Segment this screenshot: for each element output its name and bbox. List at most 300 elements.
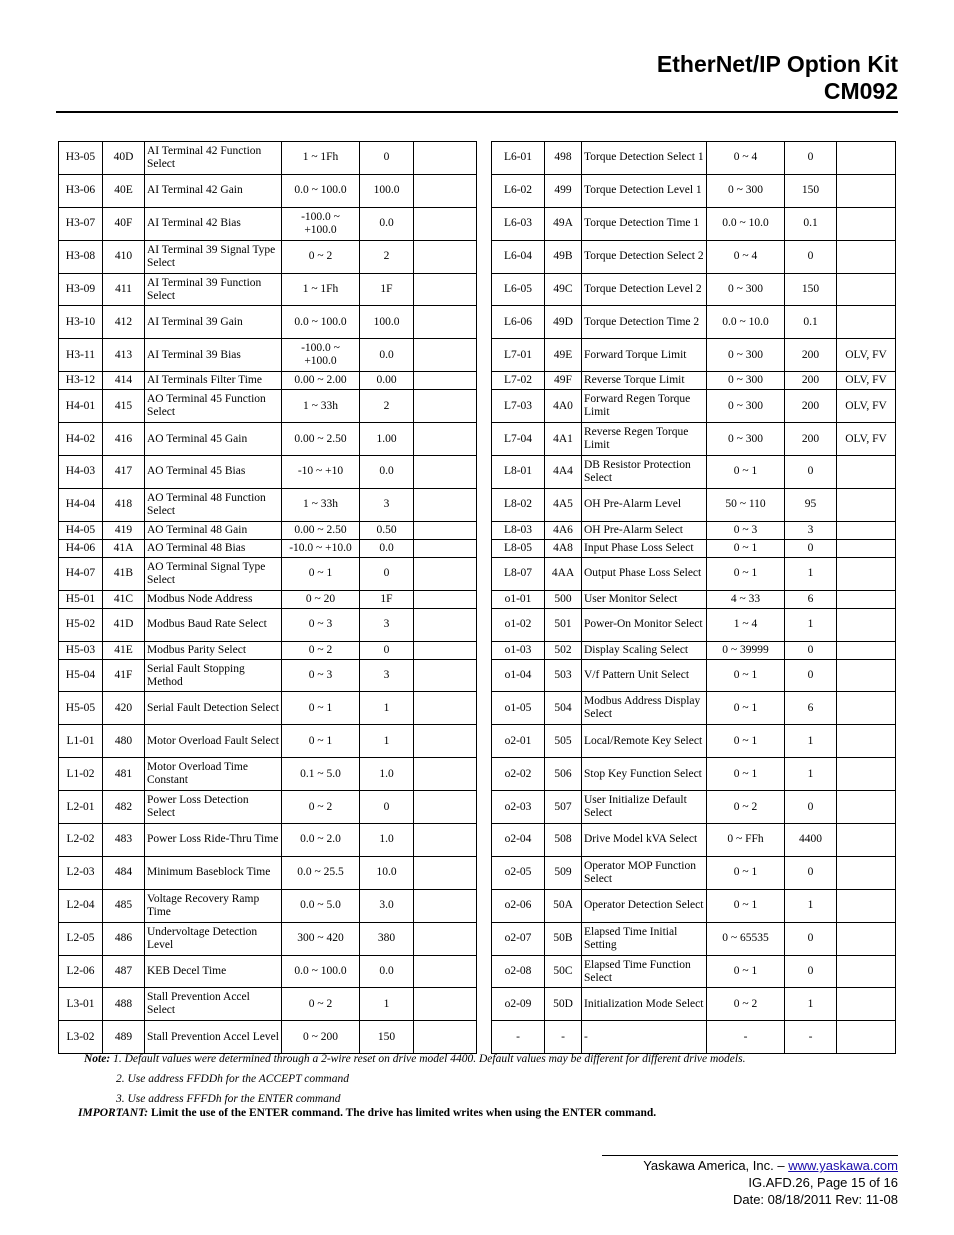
description-cell: User Monitor Select [582,590,707,608]
table-row [59,1021,477,1054]
control-mode-cell [837,557,896,590]
default-cell: 1 [785,557,837,590]
register-cell: 41B [103,557,145,590]
control-mode-cell [414,922,477,955]
range-cell: 0 ~ 3 [707,521,785,539]
description-cell: Output Phase Loss Select [582,557,707,590]
footer-company: Yaskawa America, Inc. – [643,1158,789,1173]
note-2: 2. Use address FFDDh for the ACCEPT command [116,1073,349,1085]
param-id-cell: H5-05 [59,692,103,725]
default-cell: 1 [785,608,837,641]
param-id-cell: o2-04 [492,824,545,857]
range-cell: 0 ~ 1 [707,692,785,725]
control-mode-cell [837,273,896,306]
range-cell: 0 ~ 1 [707,856,785,889]
range-cell: 0 ~ 1 [282,557,360,590]
register-cell: 420 [103,692,145,725]
control-mode-cell [837,856,896,889]
table-row [59,273,477,306]
range-cell: 1 ~ 1Fh [282,273,360,306]
param-id-cell: L8-03 [492,521,545,539]
range-cell: 0 ~ 300 [707,372,785,390]
table-row [492,521,896,539]
table-row [59,659,477,692]
control-mode-cell [414,488,477,521]
table-row [59,557,477,590]
default-cell: 0.0 [360,539,414,557]
param-id-cell: L2-03 [59,856,103,889]
range-cell: 1 ~ 1Fh [282,142,360,175]
default-cell: 0 [785,955,837,988]
register-cell: 486 [103,922,145,955]
table-row [492,922,896,955]
control-mode-cell [837,174,896,207]
description-cell: AO Terminal 45 Bias [145,456,282,489]
control-mode-cell [837,758,896,791]
table-row [59,488,477,521]
control-mode-cell [414,539,477,557]
param-id-cell: o2-08 [492,955,545,988]
register-cell: 416 [103,423,145,456]
range-cell: -10 ~ +10 [282,456,360,489]
control-mode-cell [837,922,896,955]
register-cell: 414 [103,372,145,390]
register-cell: 4A8 [545,539,582,557]
control-mode-cell [414,456,477,489]
control-mode-cell [414,423,477,456]
table-row [59,692,477,725]
default-cell: - [785,1021,837,1054]
register-cell: 482 [103,791,145,824]
description-cell: AI Terminals Filter Time [145,372,282,390]
table-row [492,539,896,557]
control-mode-cell [414,824,477,857]
range-cell: 1 ~ 4 [707,608,785,641]
register-cell: 50C [545,955,582,988]
control-mode-cell [414,306,477,339]
default-cell: 1 [785,889,837,922]
description-cell: Torque Detection Level 1 [582,174,707,207]
default-cell: 150 [785,273,837,306]
register-cell: 504 [545,692,582,725]
register-cell: 507 [545,791,582,824]
register-cell: 50D [545,988,582,1021]
param-id-cell: H3-10 [59,306,103,339]
control-mode-cell [414,725,477,758]
table-row [59,456,477,489]
range-cell: 0.0 ~ 5.0 [282,889,360,922]
register-cell: 4A5 [545,488,582,521]
range-cell: 1 ~ 33h [282,488,360,521]
register-cell: 419 [103,521,145,539]
register-cell: - [545,1021,582,1054]
param-id-cell: L6-05 [492,273,545,306]
register-cell: 485 [103,889,145,922]
register-cell: 410 [103,240,145,273]
default-cell: 0 [360,142,414,175]
description-cell: Voltage Recovery Ramp Time [145,889,282,922]
control-mode-cell [414,390,477,423]
control-mode-cell [414,207,477,240]
range-cell: 0.0 ~ 100.0 [282,306,360,339]
description-cell: AI Terminal 39 Gain [145,306,282,339]
table-row [59,521,477,539]
document-title: EtherNet/IP Option Kit [656,51,898,77]
range-cell: 0 ~ 1 [707,456,785,489]
table-row [492,423,896,456]
table-row [59,372,477,390]
param-id-cell: L7-02 [492,372,545,390]
description-cell: AI Terminal 42 Gain [145,174,282,207]
footer-website-link[interactable]: www.yaskawa.com [788,1158,898,1173]
default-cell: 380 [360,922,414,955]
param-id-cell: o1-03 [492,641,545,659]
register-cell: 49F [545,372,582,390]
default-cell: 0 [785,240,837,273]
param-id-cell: L8-01 [492,456,545,489]
note-label: Note: [84,1053,111,1065]
table-row [492,955,896,988]
table-row [492,273,896,306]
description-cell: AO Terminal 48 Bias [145,539,282,557]
control-mode-cell [837,955,896,988]
param-id-cell: H4-06 [59,539,103,557]
control-mode-cell [414,758,477,791]
description-cell: AI Terminal 42 Function Select [145,142,282,175]
control-mode-cell [414,988,477,1021]
default-cell: 95 [785,488,837,521]
register-cell: 498 [545,142,582,175]
register-cell: 505 [545,725,582,758]
range-cell: 0 ~ 300 [707,273,785,306]
register-cell: 501 [545,608,582,641]
table-row [59,339,477,372]
table-row [59,641,477,659]
param-id-cell: L8-07 [492,557,545,590]
range-cell: 0 ~ 1 [707,539,785,557]
register-cell: 506 [545,758,582,791]
note-1 [84,1052,745,1066]
range-cell: 0 ~ 2 [282,988,360,1021]
range-cell: 0.0 ~ 2.0 [282,824,360,857]
description-cell: Local/Remote Key Select [582,725,707,758]
control-mode-cell [837,659,896,692]
range-cell: 1 ~ 33h [282,390,360,423]
default-cell: 200 [785,423,837,456]
table-row [492,174,896,207]
register-cell: 49E [545,339,582,372]
description-cell: AO Terminal 48 Gain [145,521,282,539]
register-cell: 50A [545,889,582,922]
table-row [492,207,896,240]
default-cell: 3 [785,521,837,539]
default-cell: 100.0 [360,174,414,207]
range-cell: 0 ~ 200 [282,1021,360,1054]
default-cell: 0 [360,557,414,590]
table-row [492,659,896,692]
param-id-cell: o2-01 [492,725,545,758]
register-cell: 487 [103,955,145,988]
register-cell: 49A [545,207,582,240]
register-cell: 4A6 [545,521,582,539]
description-cell: Modbus Baud Rate Select [145,608,282,641]
register-cell: 41E [103,641,145,659]
description-cell: Torque Detection Select 2 [582,240,707,273]
control-mode-cell [837,207,896,240]
range-cell: 0.00 ~ 2.50 [282,521,360,539]
param-id-cell: L6-01 [492,142,545,175]
description-cell: Operator MOP Function Select [582,856,707,889]
range-cell: -100.0 ~ +100.0 [282,339,360,372]
table-row [59,390,477,423]
table-row [59,824,477,857]
table-row [492,725,896,758]
register-cell: 413 [103,339,145,372]
description-cell: Minimum Baseblock Time [145,856,282,889]
register-cell: 41A [103,539,145,557]
param-id-cell: H4-03 [59,456,103,489]
param-id-cell: L2-02 [59,824,103,857]
range-cell: 0.1 ~ 5.0 [282,758,360,791]
default-cell: 150 [785,174,837,207]
default-cell: 6 [785,590,837,608]
description-cell: AO Terminal 45 Function Select [145,390,282,423]
param-id-cell: o2-05 [492,856,545,889]
control-mode-cell: OLV, FV [837,390,896,423]
range-cell: 0.0 ~ 100.0 [282,174,360,207]
range-cell: 0 ~ 2 [707,791,785,824]
control-mode-cell [837,456,896,489]
range-cell: -100.0 ~ +100.0 [282,207,360,240]
param-id-cell: o1-02 [492,608,545,641]
control-mode-cell [837,641,896,659]
register-cell: 4A0 [545,390,582,423]
param-id-cell: H5-04 [59,659,103,692]
default-cell: 1 [360,988,414,1021]
table-row [492,1021,896,1054]
default-cell: 0 [785,791,837,824]
description-cell: AO Terminal 48 Function Select [145,488,282,521]
register-cell: 4AA [545,557,582,590]
default-cell: 0.50 [360,521,414,539]
default-cell: 1 [785,758,837,791]
table-row [59,174,477,207]
register-cell: 500 [545,590,582,608]
register-cell: 49B [545,240,582,273]
table-row [492,390,896,423]
control-mode-cell [837,725,896,758]
control-mode-cell [837,608,896,641]
range-cell: 0.0 ~ 100.0 [282,955,360,988]
table-row [59,988,477,1021]
param-id-cell: H4-05 [59,521,103,539]
description-cell: Power-On Monitor Select [582,608,707,641]
register-cell: 41D [103,608,145,641]
control-mode-cell [414,339,477,372]
param-id-cell: L2-05 [59,922,103,955]
table-row [492,557,896,590]
table-row [492,988,896,1021]
range-cell: - [707,1021,785,1054]
range-cell: 0 ~ 300 [707,174,785,207]
table-row [492,240,896,273]
default-cell: 0.00 [360,372,414,390]
param-id-cell: o1-04 [492,659,545,692]
control-mode-cell [414,142,477,175]
range-cell: 0 ~ 3 [282,659,360,692]
description-cell: Forward Torque Limit [582,339,707,372]
range-cell: 0 ~ 4 [707,240,785,273]
control-mode-cell [837,988,896,1021]
range-cell: 0 ~ FFh [707,824,785,857]
default-cell: 100.0 [360,306,414,339]
description-cell: Elapsed Time Initial Setting [582,922,707,955]
register-cell: 483 [103,824,145,857]
control-mode-cell [414,955,477,988]
default-cell: 3 [360,659,414,692]
default-cell: 1 [785,725,837,758]
control-mode-cell [414,608,477,641]
control-mode-cell [414,856,477,889]
footer-date-rev: Date: 08/18/2011 Rev: 11-08 [732,1192,898,1207]
table-row [492,590,896,608]
table-row [59,539,477,557]
document-subtitle: CM092 [823,78,898,104]
description-cell: AI Terminal 39 Signal Type Select [145,240,282,273]
control-mode-cell [837,539,896,557]
param-id-cell: L2-01 [59,791,103,824]
param-id-cell: o2-03 [492,791,545,824]
table-row [59,922,477,955]
table-row [492,824,896,857]
description-cell: Serial Fault Stopping Method [145,659,282,692]
range-cell: 0 ~ 300 [707,423,785,456]
header-rule [56,111,898,113]
range-cell: -10.0 ~ +10.0 [282,539,360,557]
default-cell: 1F [360,273,414,306]
description-cell: OH Pre-Alarm Level [582,488,707,521]
table-row [492,608,896,641]
description-cell: Modbus Address Display Select [582,692,707,725]
register-cell: 508 [545,824,582,857]
register-cell: 502 [545,641,582,659]
range-cell: 0 ~ 300 [707,339,785,372]
control-mode-cell [837,240,896,273]
param-id-cell: L8-02 [492,488,545,521]
param-id-cell: H3-06 [59,174,103,207]
param-id-cell: H3-05 [59,142,103,175]
control-mode-cell: OLV, FV [837,423,896,456]
control-mode-cell: OLV, FV [837,339,896,372]
param-id-cell: H5-01 [59,590,103,608]
range-cell: 0 ~ 1 [707,557,785,590]
default-cell: 0 [360,791,414,824]
param-id-cell: H3-11 [59,339,103,372]
range-cell: 0 ~ 1 [707,725,785,758]
table-row [59,423,477,456]
control-mode-cell [414,273,477,306]
range-cell: 0 ~ 2 [282,791,360,824]
table-row [492,641,896,659]
register-cell: 480 [103,725,145,758]
register-cell: 418 [103,488,145,521]
default-cell: 0.1 [785,306,837,339]
default-cell: 200 [785,339,837,372]
control-mode-cell [414,1021,477,1054]
range-cell: 0 ~ 3 [282,608,360,641]
control-mode-cell [414,791,477,824]
table-row [492,142,896,175]
register-cell: 503 [545,659,582,692]
footer-rule [602,1155,898,1156]
default-cell: 1 [785,988,837,1021]
note-1-text: 1. Default values were determined through a 2-wire reset on drive model 4400. Default values may be different for different drive models. [113,1053,746,1065]
description-cell: V/f Pattern Unit Select [582,659,707,692]
range-cell: 0 ~ 1 [707,659,785,692]
table-row [492,856,896,889]
control-mode-cell [414,557,477,590]
control-mode-cell [414,590,477,608]
default-cell: 4400 [785,824,837,857]
description-cell: Modbus Node Address [145,590,282,608]
register-cell: 40E [103,174,145,207]
param-id-cell: H4-02 [59,423,103,456]
control-mode-cell [837,692,896,725]
control-mode-cell [837,1021,896,1054]
default-cell: 0.0 [360,456,414,489]
register-cell: 509 [545,856,582,889]
table-row [59,142,477,175]
table-row [59,955,477,988]
table-row [59,758,477,791]
register-cell: 489 [103,1021,145,1054]
range-cell: 300 ~ 420 [282,922,360,955]
param-id-cell: H4-01 [59,390,103,423]
control-mode-cell [837,488,896,521]
control-mode-cell: OLV, FV [837,372,896,390]
control-mode-cell [414,240,477,273]
range-cell: 0 ~ 2 [282,641,360,659]
table-row [492,456,896,489]
range-cell: 0 ~ 300 [707,390,785,423]
control-mode-cell [837,824,896,857]
control-mode-cell [414,521,477,539]
register-cell: 49C [545,273,582,306]
param-id-cell: H5-03 [59,641,103,659]
parameter-table-left [58,141,477,1054]
table-row [492,791,896,824]
default-cell: 0 [785,641,837,659]
description-cell: AI Terminal 39 Function Select [145,273,282,306]
range-cell: 0.00 ~ 2.50 [282,423,360,456]
range-cell: 4 ~ 33 [707,590,785,608]
range-cell: 0 ~ 1 [282,692,360,725]
table-row [59,240,477,273]
param-id-cell: o2-07 [492,922,545,955]
description-cell: - [582,1021,707,1054]
range-cell: 0 ~ 1 [707,758,785,791]
default-cell: 200 [785,372,837,390]
important-label: IMPORTANT: [78,1107,149,1119]
description-cell: Operator Detection Select [582,889,707,922]
default-cell: 1.0 [360,824,414,857]
table-row [59,856,477,889]
register-cell: 484 [103,856,145,889]
param-id-cell: L1-01 [59,725,103,758]
description-cell: Input Phase Loss Select [582,539,707,557]
default-cell: 3 [360,488,414,521]
param-id-cell: L7-03 [492,390,545,423]
